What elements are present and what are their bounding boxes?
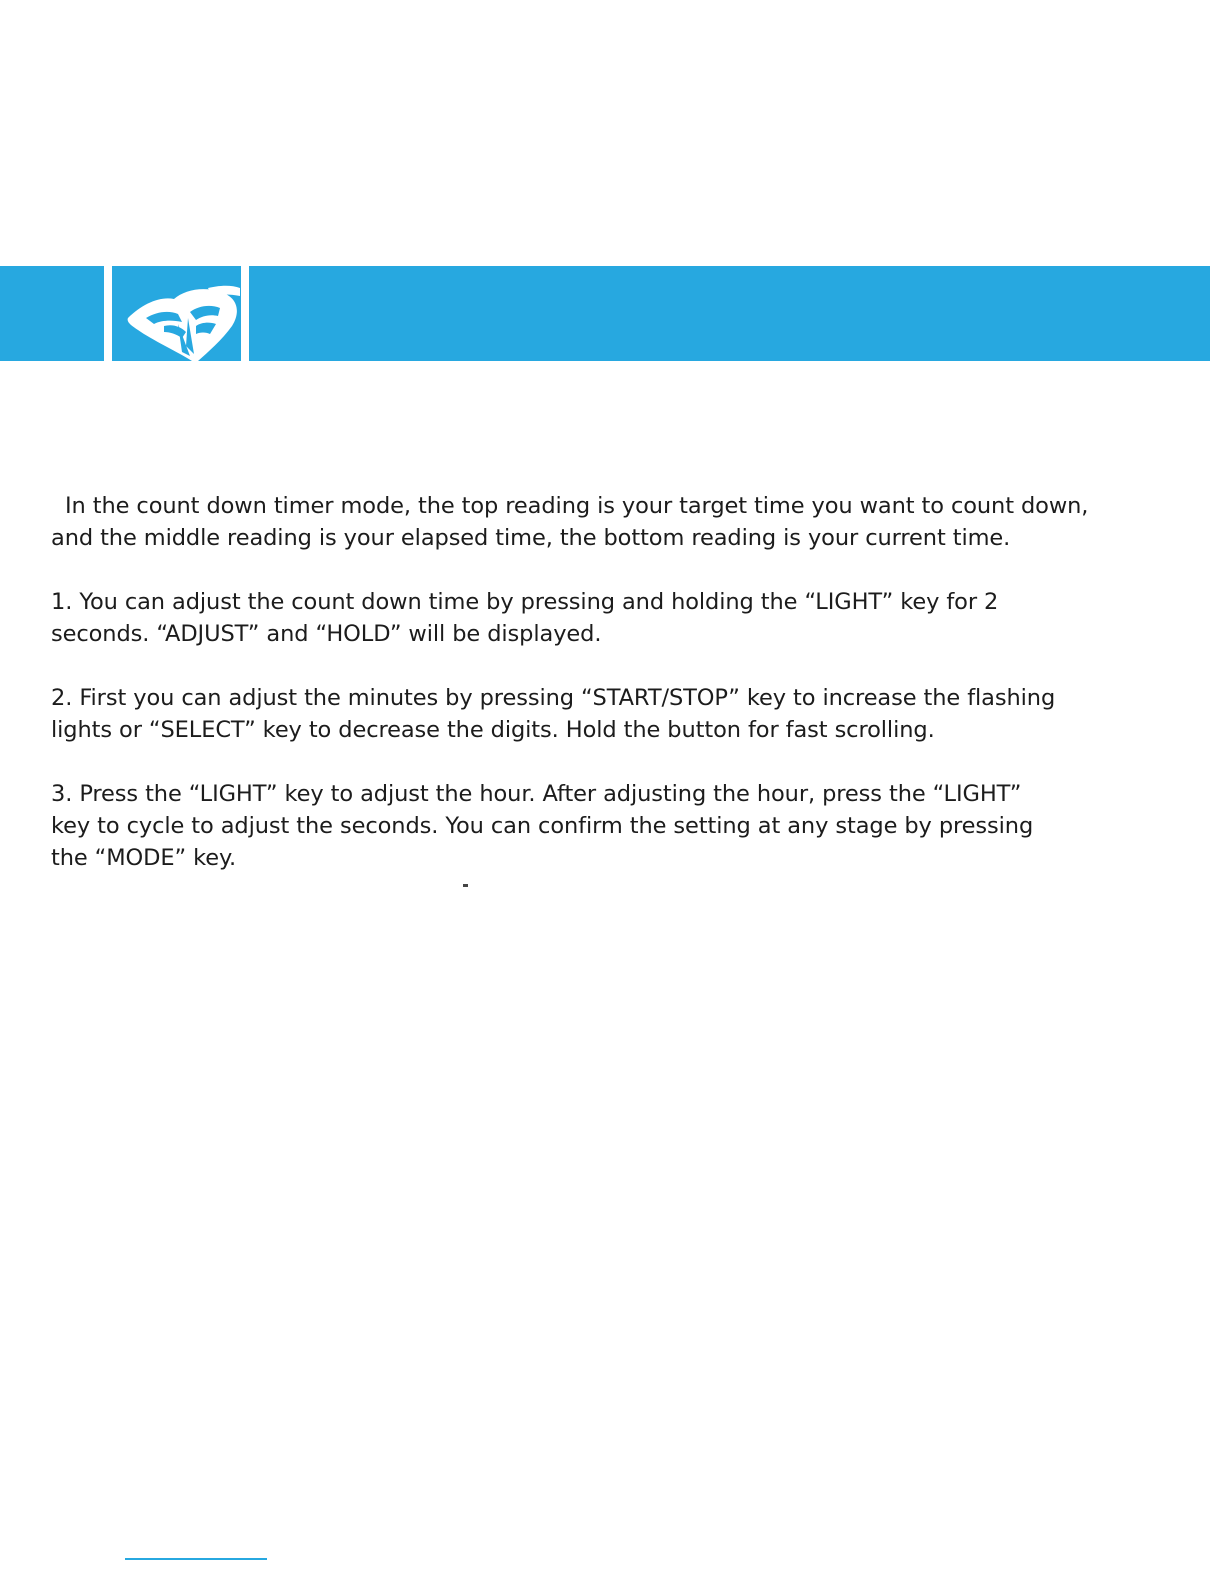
step-3-paragraph: 3. Press the “LIGHT” key to adjust the hour. After adjusting the hour, press the “LIGHT” key to cycle to adjust the seconds. You can confirm the setting at any stage by pressing the “MODE” key. (51, 781, 1034, 871)
step-1-paragraph: 1. You can adjust the count down time by pressing and holding the “LIGHT” key for 2 seconds. “ADJUST” and “HOLD” will be displayed. (51, 589, 999, 647)
heart-logo-icon (112, 266, 241, 361)
stray-mark (463, 884, 468, 887)
footer-rule (125, 1558, 267, 1560)
header-banner-left (0, 266, 104, 361)
intro-paragraph: In the count down timer mode, the top reading is your target time you want to count down, and the middle reading is your elapsed time, the bottom reading is your current time. (51, 493, 1089, 551)
header-logo-box (112, 266, 241, 361)
step-2-paragraph: 2. First you can adjust the minutes by pressing “START/STOP” key to increase the flashing lights or “SELECT” key to decrease the digits. Hold the button for fast scrolling. (51, 685, 1056, 743)
instructions-body (51, 490, 1181, 906)
header-banner (249, 266, 1210, 361)
